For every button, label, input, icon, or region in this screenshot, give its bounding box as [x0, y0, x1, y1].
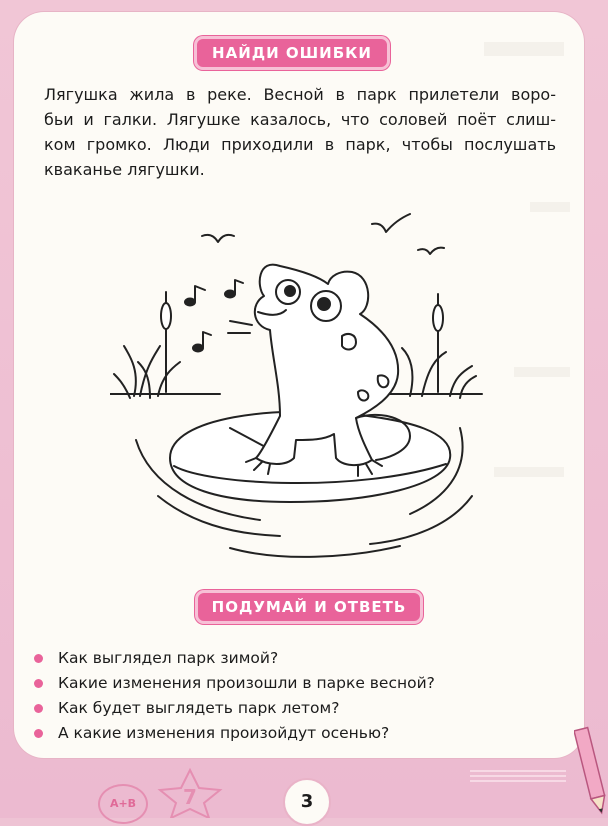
- bullet-icon: [34, 679, 43, 688]
- story-line: бьи и галки. Лягушке казалось, что соловей поёт слиш-: [44, 110, 556, 129]
- story-line: ком громко. Люди приходили в парк, чтобы послушать: [44, 135, 556, 154]
- music-note-icon: [193, 332, 211, 352]
- frog-illustration: [110, 196, 490, 576]
- bleed-through-mark: [514, 367, 570, 377]
- math-badge: А+В: [98, 784, 148, 824]
- question-text: Как будет выглядеть парк летом?: [58, 699, 340, 717]
- decorative-stripes: [470, 766, 570, 786]
- question-text: Как выглядел парк зимой?: [58, 649, 279, 667]
- reed-icon: [114, 292, 180, 398]
- bleed-through-mark: [494, 467, 564, 477]
- question-text: А какие изменения произойдут осенью?: [58, 724, 390, 742]
- music-note-icon: [225, 280, 243, 298]
- section-title-think-and-answer: ПОДУМАЙ И ОТВЕТЬ: [195, 590, 423, 624]
- questions-list: [34, 646, 435, 746]
- bullet-icon: [34, 654, 43, 663]
- music-note-icon: [185, 286, 205, 306]
- story-line: Лягушка жила в реке. Весной в парк прилетели воро-: [44, 85, 556, 104]
- list-item: [34, 646, 435, 671]
- section-title-find-mistakes: НАЙДИ ОШИБКИ: [194, 36, 390, 70]
- question-text: Какие изменения произошли в парке весной?: [58, 674, 435, 692]
- star-icon: [150, 766, 230, 818]
- bird-icon: [418, 248, 444, 254]
- page-number: 3: [283, 778, 331, 826]
- bleed-through-mark: [484, 42, 564, 56]
- list-item: [34, 721, 435, 746]
- story-line: кваканье лягушки.: [44, 160, 205, 179]
- reed-icon: [402, 294, 476, 398]
- bullet-icon: [34, 729, 43, 738]
- star-digit: 7: [183, 785, 197, 809]
- bird-icon: [202, 235, 234, 242]
- bird-icon: [372, 214, 410, 232]
- bullet-icon: [34, 704, 43, 713]
- pencil-icon: [574, 722, 608, 818]
- story-text: [44, 82, 556, 182]
- list-item: [34, 671, 435, 696]
- list-item: [34, 696, 435, 721]
- bleed-through-mark: [530, 202, 570, 212]
